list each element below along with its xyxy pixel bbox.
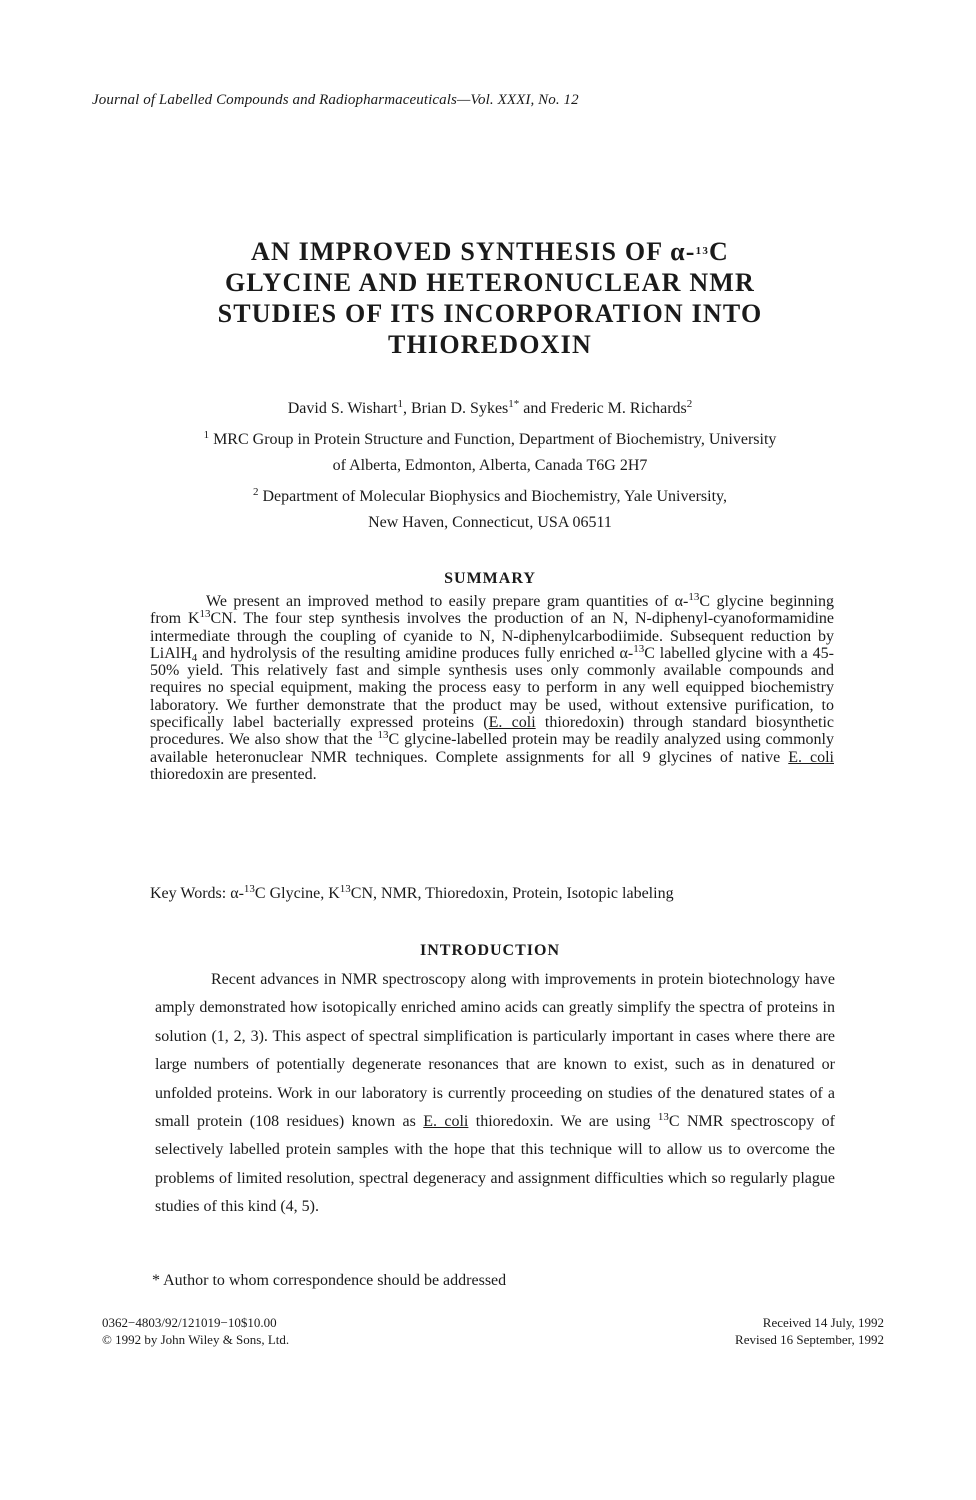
received-date: Received 14 July, 1992: [762, 1315, 884, 1330]
journal-header: Journal of Labelled Compounds and Radiopharmaceuticals—Vol. XXXI, No. 12: [92, 92, 579, 108]
title-alpha: α-: [670, 237, 696, 266]
dates: [735, 1314, 884, 1348]
title-text: AN IMPROVED SYNTHESIS OF: [250, 237, 671, 266]
publication-info: [102, 1314, 289, 1348]
introduction-body: Recent advances in NMR spectroscopy along with improvements in protein biotechnology have amply demonstrated how isotopically enriched amino acids can greatly simplify the spectra of proteins in solution (1, 2, 3). This aspect of spectral simplification is particularly important in cases where there are large numbers of potentially degenerate resonances that are known to exist, such as in denatured or unfolded proteins. Work in our laboratory is currently proceeding on studies of the denatured states of a small protein (108 residues) known as E. coli thioredoxin. We are using $^{13}$C NMR spectroscopy of selectively labelled protein samples with the hope that this technique will to allow us to overcome the problems of limited resolution, spectral degeneracy and assignment difficulties which so regularly plague studies of this kind (4, 5).: [155, 971, 836, 1216]
author-name: , Brian D. Sykes: [402, 400, 509, 417]
revised-date: Revised 16 September, 1992: [735, 1332, 884, 1347]
copyright: © 1992 by John Wiley & Sons, Ltd.: [102, 1332, 290, 1347]
affiliation-text: MRC Group in Protein Structure and Function, Department of Biochemistry, University: [209, 431, 777, 448]
title-line-3: STUDIES OF ITS INCORPORATION INTO: [217, 299, 763, 328]
issn-code: 0362−4803/92/121019−10$10.00: [102, 1315, 277, 1330]
title-line-1: [120, 236, 860, 267]
affiliation-1: [100, 427, 880, 479]
author-list: [100, 400, 880, 418]
title-line-4: THIOREDOXIN: [388, 330, 592, 359]
author-affiliation-mark: 1: [397, 398, 403, 410]
keywords: Key Words: α-$^{13}$C Glycine, $K^{13}CN$, NMR, Thioredoxin, Protein, Isotopic labeling: [150, 883, 674, 902]
summary-body: We present an improved method to easily prepare gram quantities of α-$^{13}$C glycine beginning from $K^{13}CN$. The four step synthesis involves the production of an N, N-diphenyl-cyanoformamidine intermediate through the coupling of cyanide to N, N-diphenylcarbodiimide. Subsequent reduction by LiAlH$_4$ and hydrolysis of the resulting amidine produces fully enriched α-$^{13}$C labelled glycine with a 45-50% yield. This relatively fast and simple synthesis uses only commonly available compounds and requires no special equipment, making the process easy to perform in any well equipped biochemistry laboratory. We further demonstrate that the product may be used, without extensive purification, to specifically label bacterially expressed proteins (E. coli thioredoxin) through standard biosynthetic procedures. We also show that the $^{13}$C glycine-labelled protein may be readily analyzed using commonly available heteronuclear NMR techniques. Complete assignments for all 9 glycines of native E. coli thioredoxin are presented.: [150, 591, 835, 783]
correspondence-footnote: * Author to whom correspondence should be addressed: [152, 1272, 507, 1289]
affiliation-text: Department of Molecular Biophysics and Biochemistry, Yale University,: [258, 488, 727, 505]
species-name: E. coli: [488, 714, 536, 732]
author-name: and Frederic M. Richards: [519, 400, 687, 417]
summary-heading: SUMMARY: [444, 570, 536, 587]
introduction-heading: INTRODUCTION: [419, 942, 560, 959]
title-line-2: GLYCINE AND HETERONUCLEAR NMR: [224, 268, 756, 297]
affiliation-number: 2: [252, 486, 259, 498]
author-affiliation-mark: 1*: [508, 398, 520, 410]
species-name: E. coli: [423, 1113, 469, 1131]
article-title: [120, 236, 860, 360]
affiliation-text: New Haven, Connecticut, USA 06511: [368, 514, 612, 531]
title-superscript: 13: [695, 245, 710, 257]
affiliation-number: 1: [203, 429, 210, 441]
affiliation-2: [100, 484, 880, 536]
affiliation-text: of Alberta, Edmonton, Alberta, Canada T6G 2H7: [332, 457, 648, 474]
author-affiliation-mark: 2: [686, 398, 693, 410]
author-name: David S. Wishart: [287, 400, 398, 417]
species-name: E. coli: [788, 748, 834, 766]
title-text: C: [709, 237, 730, 266]
